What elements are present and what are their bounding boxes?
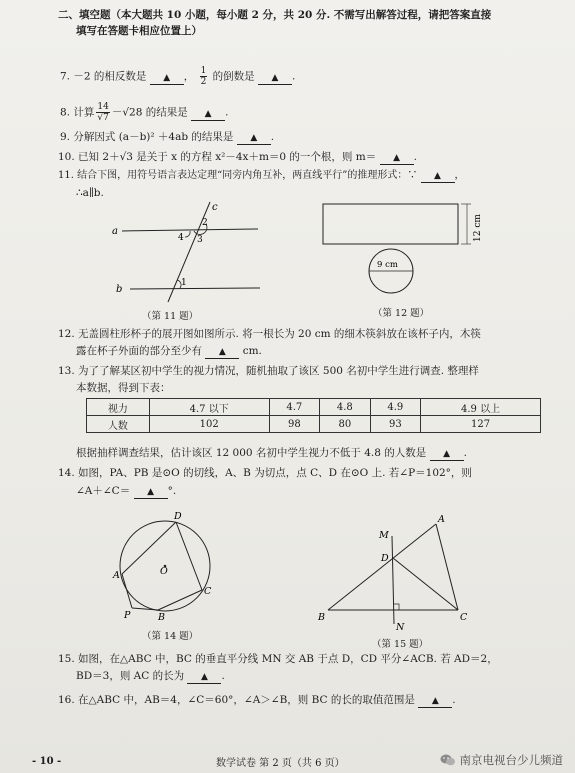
label-p: P <box>124 610 131 621</box>
answer-blank[interactable]: ▲ <box>380 151 414 165</box>
figure-12 <box>316 196 486 300</box>
line-a <box>122 229 258 231</box>
label-1: 1 <box>181 278 187 288</box>
question-13-line2: 本数据，得到下表： <box>76 382 171 394</box>
table-cell: 80 <box>320 416 371 433</box>
question-14: 14. 如图，PA、PB 是⊙O 的切线，A、B 为切点，点 C、D 在⊙O 上. 若∠P＝102°，则 <box>58 467 472 479</box>
table-header: 4.7 <box>269 399 320 416</box>
question-9: 9. 分解因式 (a－b)² ＋4ab 的结果是 ▲ . <box>60 131 275 143</box>
table-header: 4.9 以上 <box>421 399 541 416</box>
question-12-line2: 露在杯子外面的部分至少有 ▲ cm. <box>76 345 262 357</box>
cup-side-rectangle <box>323 204 458 244</box>
answer-blank[interactable]: ▲ <box>258 71 292 85</box>
diameter-label: 9 cm <box>377 260 398 270</box>
vision-table <box>86 398 541 433</box>
answer-blank[interactable]: ▲ <box>187 670 221 684</box>
label-2: 2 <box>202 218 208 228</box>
side-ac <box>436 524 458 610</box>
question-8: 8. 计算 $\frac{14}{√7}$ －√28 的结果是 ▲ . <box>60 102 229 123</box>
caption-figure-11: （第 11 题） <box>142 311 199 322</box>
label-a: a <box>112 226 118 237</box>
figure-15 <box>312 508 472 633</box>
question-13: 13. 为了了解某区初中学生的视力情况，随机抽取了该区 500 名初中学生进行调查. 整理样 <box>58 365 479 377</box>
table-cell: 127 <box>421 416 541 433</box>
table-cell: 93 <box>370 416 421 433</box>
table-header-row <box>87 399 541 416</box>
question-10: 10. 已知 2＋√3 是关于 x 的方程 x²－4x＋m＝0 的一个根，则 m＝ ▲ . <box>58 151 417 163</box>
answer-blank[interactable]: ▲ <box>418 694 452 708</box>
fraction-half: $\frac{1}{2}$ <box>200 66 207 87</box>
figure-11 <box>110 200 270 305</box>
section-heading-2: 填写在答题卡相应位置上） <box>76 25 202 37</box>
label-a: A <box>113 570 120 581</box>
height-label: 12 cm <box>473 214 483 242</box>
question-15: 15. 如图，在△ABC 中，BC 的垂直平分线 MN 交 AB 于点 D，CD 平分∠ACB. 若 AD＝2， <box>58 653 498 665</box>
line-b <box>130 288 260 289</box>
section-heading: 二、填空题（本大题共 10 小题，每小题 2 分，共 20 分. 不需写出解答过程，请把答案直接 <box>58 9 492 21</box>
answer-blank[interactable]: ▲ <box>191 107 225 121</box>
answer-blank[interactable]: ▲ <box>134 485 168 499</box>
wechat-icon <box>440 753 456 767</box>
watermark <box>440 752 564 768</box>
answer-blank[interactable]: ▲ <box>421 170 455 183</box>
question-7: 7. －2 的相反数是 ▲ ， $\frac{1}{2}$ 的倒数是 ▲ . <box>60 66 296 87</box>
question-11: 11. 结合下图，用符号语言表达定理“同旁内角互补，两直线平行”的推理形式：∵ ▲ ， <box>58 170 465 181</box>
fraction-14-sqrt7: $\frac{14}{√7}$ <box>97 102 109 123</box>
table-header: 视力 <box>87 399 150 416</box>
footer-title: 数学试卷 第 2 页（共 6 页） <box>216 758 345 769</box>
label-c: c <box>212 202 218 213</box>
page-number: - 10 - <box>32 756 62 767</box>
label-3: 3 <box>197 235 203 245</box>
label-c: C <box>460 612 468 623</box>
figure-14 <box>110 508 230 626</box>
label-a: A <box>438 514 445 525</box>
question-12: 12. 无盖圆柱形杯子的展开图如图所示. 将一根长为 20 cm 的细木筷斜放在该杯子内，木筷 <box>58 328 481 340</box>
table-header: 4.9 <box>370 399 421 416</box>
answer-blank[interactable]: ▲ <box>237 131 271 145</box>
caption-figure-15: （第 15 题） <box>372 639 429 650</box>
label-d: D <box>174 511 182 522</box>
label-c: C <box>204 586 212 597</box>
question-16: 16. 在△ABC 中，AB＝4，∠C＝60°，∠A＞∠B，则 BC 的长的取值范围是 ▲ . <box>58 694 456 706</box>
label-n: N <box>396 622 405 633</box>
watermark-text: 南京电视台少儿频道 <box>459 753 563 767</box>
question-11-conclusion: ∴a∥b. <box>76 187 104 199</box>
answer-blank[interactable]: ▲ <box>430 447 464 461</box>
question-13-line3: 根据抽样调查结果，估计该区 12 000 名初中学生视力不低于 4.8 的人数是 ▲ . <box>76 447 467 459</box>
label-o: O <box>160 566 168 577</box>
segment-cd <box>393 558 458 610</box>
table-cell: 98 <box>269 416 320 433</box>
label-4: 4 <box>178 233 184 243</box>
caption-figure-12: （第 12 题） <box>373 308 430 319</box>
answer-blank[interactable]: ▲ <box>150 71 184 85</box>
label-m: M <box>379 530 389 541</box>
angle-arc-4 <box>185 231 190 237</box>
answer-blank[interactable]: ▲ <box>205 345 239 359</box>
caption-figure-14: （第 14 题） <box>142 631 199 642</box>
perpendicular-bisector-mn <box>392 536 394 624</box>
label-b: b <box>116 284 123 295</box>
table-row <box>87 416 541 433</box>
line-c <box>168 202 210 302</box>
label-b: B <box>318 612 325 623</box>
question-15-line2: BD＝3，则 AC 的长为 ▲ . <box>76 670 225 682</box>
table-header: 4.8 <box>320 399 371 416</box>
table-header: 4.7 以下 <box>149 399 269 416</box>
label-b: B <box>158 612 165 623</box>
question-14-line2: ∠A＋∠C＝ ▲ °. <box>76 485 177 497</box>
table-cell: 人数 <box>87 416 150 433</box>
label-d: D <box>381 553 389 564</box>
table-cell: 102 <box>149 416 269 433</box>
